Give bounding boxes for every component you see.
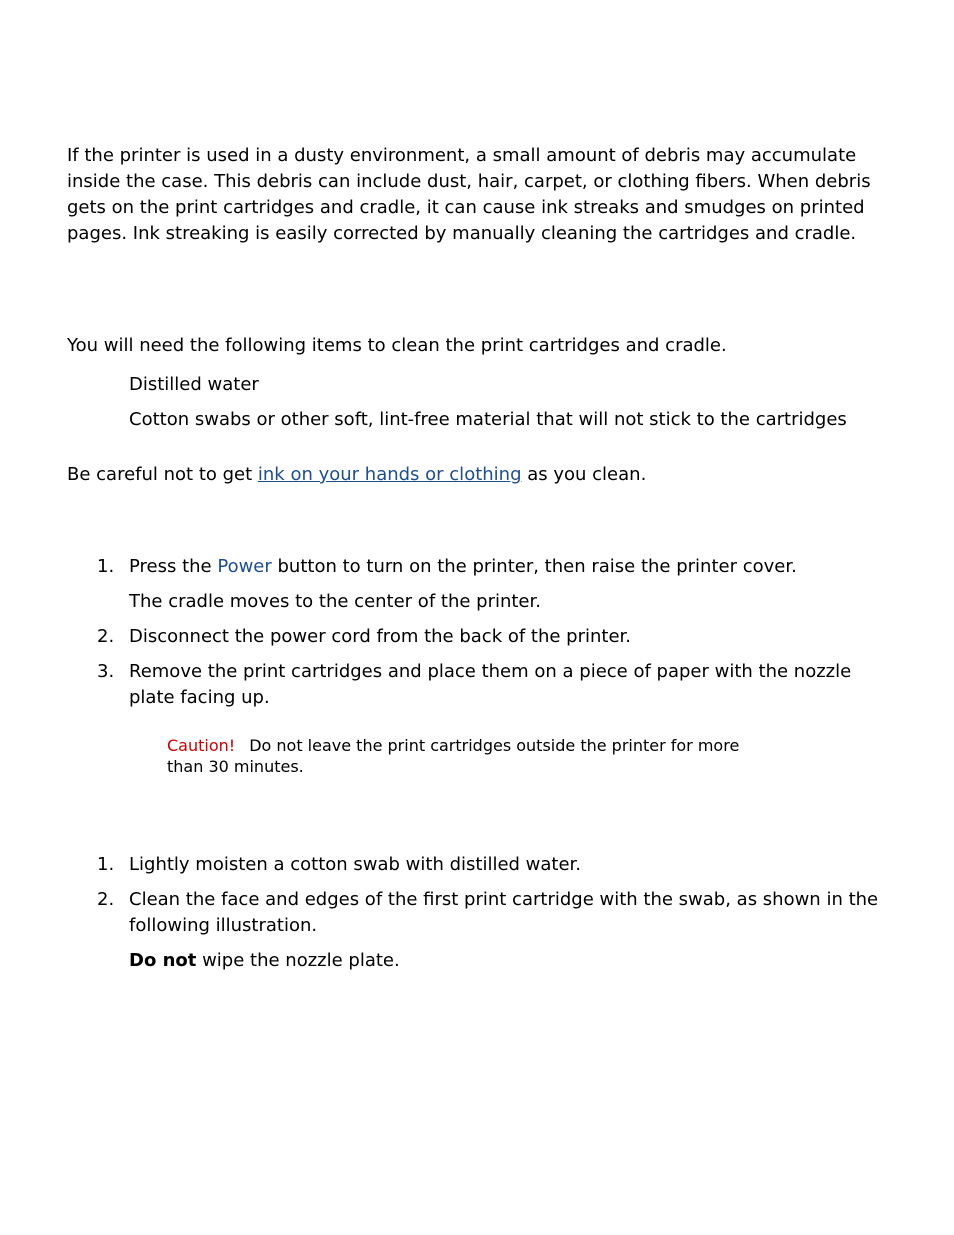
step-note: The cradle moves to the center of the printer. bbox=[129, 591, 541, 612]
careful-text-after: as you clean. bbox=[521, 464, 647, 485]
step-text-after: button to turn on the printer, then raise the printer cover. bbox=[271, 556, 797, 577]
step-number: 2. bbox=[97, 626, 115, 647]
supplies-lead: You will need the following items to clean the print cartridges and cradle. bbox=[67, 335, 727, 356]
step-text: Clean the face and edges of the first print cartridge with the swab, as shown in the following illustration. bbox=[129, 889, 879, 936]
step-number: 1. bbox=[97, 854, 115, 875]
caution-note bbox=[167, 735, 757, 777]
caution-label: Caution! bbox=[167, 736, 236, 755]
ink-hands-clothing-link[interactable]: ink on your hands or clothing bbox=[257, 464, 522, 485]
step-note-rest: wipe the nozzle plate. bbox=[196, 950, 400, 971]
step-text bbox=[129, 554, 884, 580]
power-button-term: Power bbox=[217, 556, 272, 577]
step-number: 1. bbox=[97, 556, 115, 577]
step-number: 2. bbox=[97, 889, 115, 910]
step-text: Disconnect the power cord from the back of the printer. bbox=[129, 626, 632, 647]
step-text: Lightly moisten a cotton swab with distilled water. bbox=[129, 854, 582, 875]
step-text: Remove the print cartridges and place them on a piece of paper with the nozzle plate facing up. bbox=[129, 661, 852, 708]
step-number: 3. bbox=[97, 661, 115, 682]
supply-item: Cotton swabs or other soft, lint-free material that will not stick to the cartridges bbox=[129, 409, 847, 430]
caution-text: Do not leave the print cartridges outside the printer for more than 30 minutes. bbox=[167, 736, 740, 776]
step-note bbox=[129, 948, 400, 974]
intro-paragraph: If the printer is used in a dusty environment, a small amount of debris may accumulate inside the case. This debris can include dust, hair, carpet, or clothing fibers. When debris gets on the print cartridges and cradle, it can cause ink streaks and smudges on printed pages. Ink streaking is easily corrected by manually cleaning the cartridges and cradle. bbox=[67, 145, 871, 244]
careful-text-before: Be careful not to get bbox=[67, 464, 258, 485]
careful-paragraph bbox=[67, 462, 882, 488]
step-text-before: Press the bbox=[129, 556, 218, 577]
supply-item: Distilled water bbox=[129, 374, 259, 395]
do-not-emphasis: Do not bbox=[129, 950, 197, 971]
